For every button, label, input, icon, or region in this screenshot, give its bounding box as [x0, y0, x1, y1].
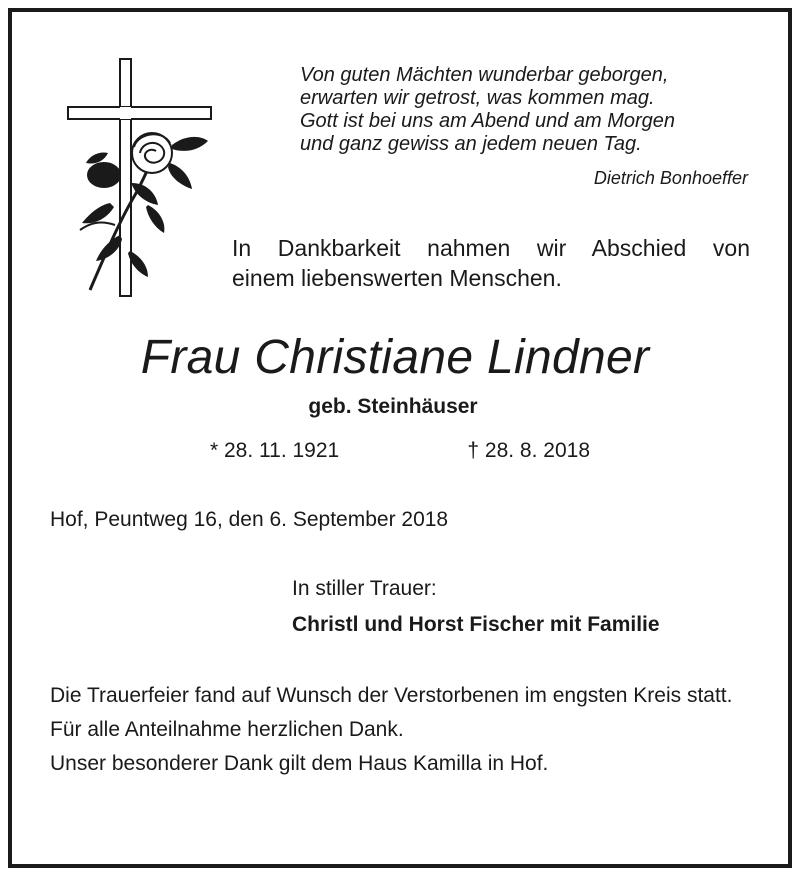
note-line: Unser besonderer Dank gilt dem Haus Kamilla in Hof.: [50, 752, 549, 775]
place-and-date: Hof, Peuntweg 16, den 6. September 2018: [50, 508, 449, 531]
mourners-names: Christl und Horst Fischer mit Familie: [292, 613, 660, 636]
birth-date: * 28. 11. 1921: [210, 439, 340, 462]
life-dates: [210, 439, 590, 469]
deceased-name: Frau Christiane Lindner: [140, 331, 650, 384]
poem-line: Von guten Mächten wunderbar geborgen,: [300, 64, 669, 86]
note-line: Für alle Anteilnahme herzlichen Dank.: [50, 718, 404, 741]
poem-author: Dietrich Bonhoeffer: [593, 168, 748, 188]
mourning-label: In stiller Trauer:: [292, 577, 437, 600]
intro-line: In Dankbarkeit nahmen wir Abschied von: [232, 235, 750, 261]
poem-line: und ganz gewiss an jedem neuen Tag.: [300, 133, 642, 155]
maiden-name: geb. Steinhäuser: [308, 395, 478, 418]
cross-with-rose-icon: [60, 55, 220, 300]
bonhoeffer-poem: [300, 64, 748, 156]
intro-text: [232, 233, 750, 293]
closing-notes: [50, 683, 750, 785]
note-line: Die Trauerfeier fand auf Wunsch der Verstorbenen im engsten Kreis statt.: [50, 684, 733, 707]
poem-line: erwarten wir getrost, was kommen mag.: [300, 87, 655, 109]
death-date: † 28. 8. 2018: [467, 439, 590, 462]
intro-line: einem liebenswerten Menschen.: [232, 265, 562, 291]
poem-line: Gott ist bei uns am Abend und am Morgen: [300, 110, 676, 132]
